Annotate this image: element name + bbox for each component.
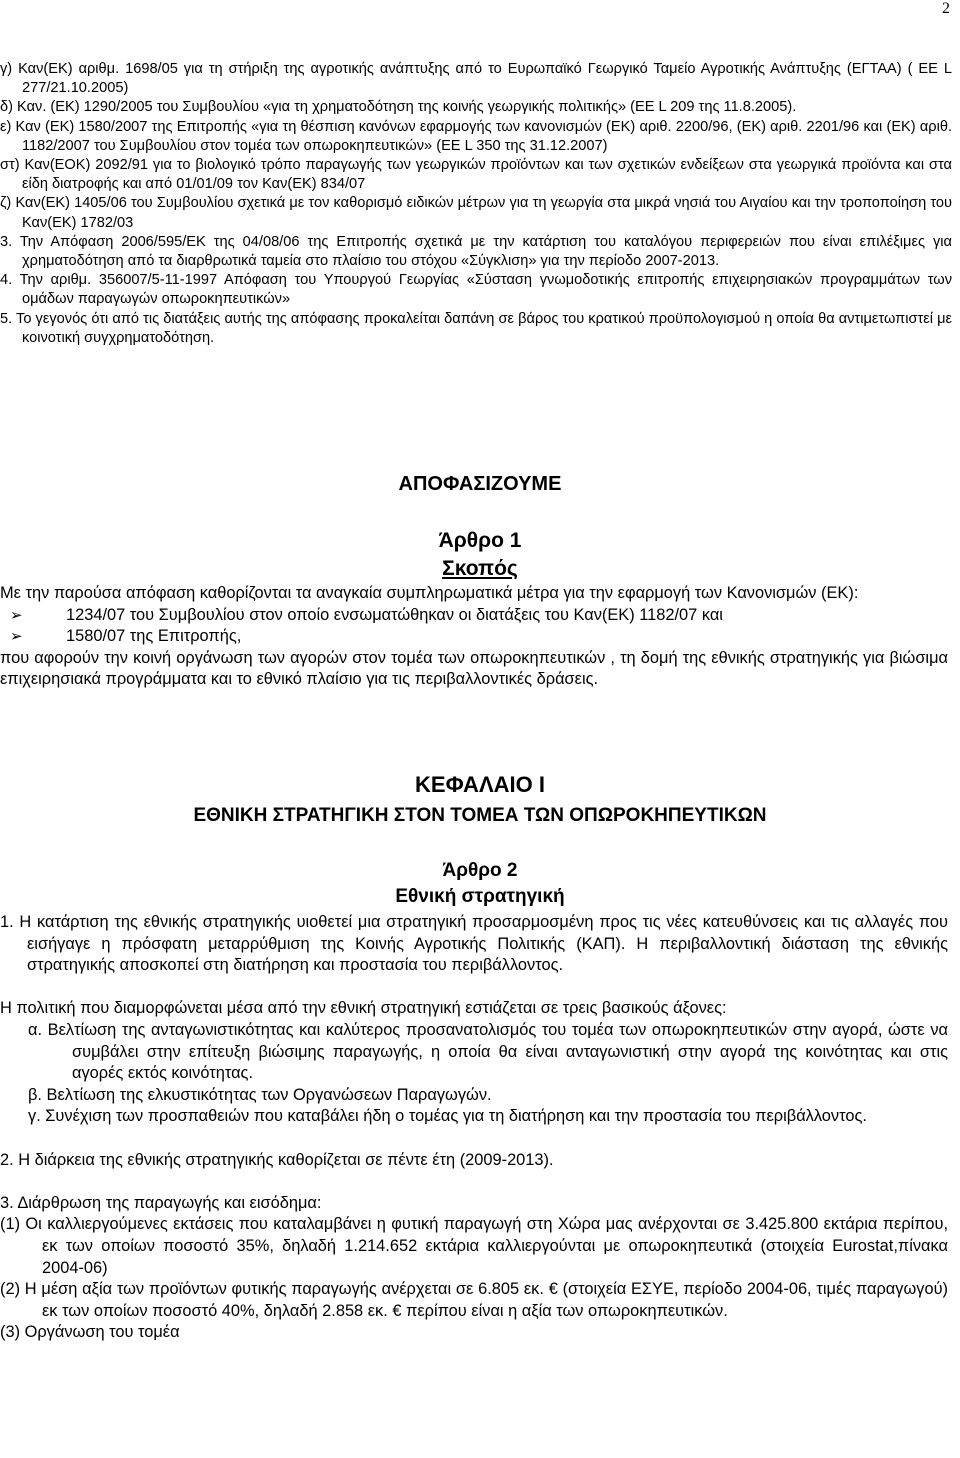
article-2-heading [0,858,960,910]
list-item: ζ) Καν(ΕΚ) 1405/06 του Συμβουλίου σχετικά με τον καθορισμό ειδικών μέτρων για τη γεωργία στα μικρά νησιά του Αιγαίου και την τροποποίηση του Καν(ΕΚ) 1782/03 [0,195,952,231]
list-item: δ) Καν. (ΕΚ) 1290/2005 του Συμβουλίου «για τη χρηματοδότηση της κοινής γεωργικής πολιτικής» (ΕΕ L 209 της 11.8.2005). [0,99,797,116]
list-item: 5. Το γεγονός ότι από τις διατάξεις αυτής της απόφασης προκαλείται δαπάνη σε βάρος του κρατικού προϋπολογισμού η οποία θα αντιμετωπιστεί με κοινοτική συγχρηματοδότηση. [0,310,952,346]
decision-heading: ΑΠΟΦΑΣΙΖΟΥΜΕ [398,473,562,495]
article-1-heading [0,527,960,583]
axes-intro: Η πολιτική που διαμορφώνεται μέσα από την εθνική στρατηγική εστιάζεται σε τρεις βασικούς άξονες: [0,999,727,1018]
list-item: α. Βελτίωση της ανταγωνιστικότητας και καλύτερος προσανατολισμός του τομέα των οπωροκηπευτικών στην αγορά, ώστε να συμβάλει στην επίτευξη βιώσιμης παραγωγής, η οποία θα είναι ανταγωνιστική στην αγορά της κοινότητας και στις αγορές εκτός κοινότητας. [28,1020,948,1083]
list-item: (2) Η μέση αξία των προϊόντων φυτικής παραγωγής ανέρχεται σε 6.805 εκ. € (στοιχεία ΕΣΥΕ, περίοδο 2004-06, τιμές παραγωγού) εκ των οποίων ποσοστό 40%, δηλαδή 2.858 εκ. € περίπου είναι η αξία των οπωροκηπευτικών. [0,1280,948,1320]
list-item: (3) Οργάνωση του τομέα [0,1323,180,1342]
article-2-title: Άρθρο 2 [442,860,518,881]
list-item: γ. Συνέχιση των προσπαθειών που καταβάλει ήδη ο τομέας για τη διατήρηση και την προστασία του περιβάλλοντος. [28,1107,867,1126]
list-item: ε) Καν (ΕΚ) 1580/2007 της Επιτροπής «για τη θέσπιση κανόνων εφαρμογής των κανονισμών (ΕΚ) αριθ. 2200/96, (ΕΚ) αριθ. 2201/96 και (ΕΚ) αριθ. 1182/2007 του Συμβουλίου στον τομέα των οπωροκηπευτικών» (ΕΕ L 350 της 31.12.2007) [0,118,952,154]
article-2-paragraph-2: 2. Η διάρκεια της εθνικής στρατηγικής καθορίζεται σε πέντε έτη (2009-2013). [0,1150,554,1169]
list-item [0,605,948,627]
arrow-bullet-icon: ➢ [10,628,23,646]
chapter-title: ΚΕΦΑΛΑΙΟ Ι [415,772,545,797]
article-2-subtitle: Εθνική στρατηγική [395,886,565,907]
article-1-title: Άρθρο 1 [438,529,522,552]
chapter-subtitle: ΕΘΝΙΚΗ ΣΤΡΑΤΗΓΙΚΗ ΣΤΟΝ ΤΟΜΕΑ ΤΩΝ ΟΠΩΡΟΚΗΠΕΥΤΙΚΩΝ [193,805,767,826]
article-1-closing: που αφορούν την κοινή οργάνωση των αγορών στον τομέα των οπωροκηπευτικών , τη δομή της εθνικής στρατηγικής για βιώσιμα επιχειρησιακά προγράμματα και το εθνικό πλαίσιο για τις περιβαλλοντικές δράσεις. [0,648,948,689]
article-2-paragraph-3-title: 3. Διάρθρωση της παραγωγής και εισόδημα: [0,1193,322,1212]
bullet-text: 1234/07 του Συμβουλίου στον οποίο ενσωματώθηκαν οι διατάξεις του Καν(ΕΚ) 1182/07 και [66,605,723,624]
article-1-subtitle: Σκοπός [442,557,518,580]
list-item: (1) Οι καλλιεργούμενες εκτάσεις που καταλαμβάνει η φυτική παραγωγή στη Χώρα μας ανέρχονται σε 3.425.800 εκτάρια περίπου, εκ των οποίων ποσοστό 35%, δηλαδή 1.214.652 εκτάρια καλλιεργούνται με οπωροκηπευτικά (στοιχεία Eurostat,πίνακα 2004-06) [0,1215,948,1277]
bullet-text: 1580/07 της Επιτροπής, [66,627,242,646]
list-item: β. Βελτίωση της ελκυστικότητας των Οργανώσεων Παραγωγών. [28,1085,492,1104]
legal-basis-list [0,60,952,348]
list-item [0,626,948,648]
article-2-paragraph-1: 1. Η κατάρτιση της εθνικής στρατηγικής υιοθετεί μια στρατηγική προσαρμοσμένη προς τις νέες κατευθύνσεις και τις αλλαγές που εισήγαγε η πρόσφατη μεταρρύθμιση της Κοινής Αγροτικής Πολιτικής (ΚΑΠ). Η περιβαλλοντική διάσταση της εθνικής στρατηγικής αποσκοπεί στη διατήρηση και προστασία του περιβάλλοντος. [0,913,948,975]
article-1-intro: Με την παρούσα απόφαση καθορίζονται τα αναγκαία συμπληρωματικά μέτρα για την εφαρμογή των Κανονισμών (ΕΚ): [0,584,859,602]
page-number: 2 [942,0,950,17]
list-item: γ) Καν(ΕΚ) αριθμ. 1698/05 για τη στήριξη της αγροτικής ανάπτυξης από το Ευρωπαϊκό Γεωργικό Ταμείο Αγροτικής Ανάπτυξης (ΕΓΤΑΑ) ( ΕΕ L 277/21.10.2005) [0,61,952,97]
article-1-body [0,583,948,691]
list-item: 3. Την Απόφαση 2006/595/ΕΚ της 04/08/06 της Επιτροπής σχετικά με την κατάρτιση του καταλόγου περιφερειών που είναι επιλέξιμες για χρηματοδότηση από τα διαρθρωτικά ταμεία στο πλαίσιο του στόχου «Σύγκλιση» για την περίοδο 2007-2013. [0,233,952,270]
article-2-body [0,912,948,1344]
list-item: στ) Καν(ΕΟΚ) 2092/91 για το βιολογικό τρόπο παραγωγής των γεωργικών προϊόντων και των σχετικών ενδείξεων στα γεωργικά προϊόντα και στα είδη διατροφής και από 01/01/09 τον Καν(ΕΚ) 834/07 [0,157,952,193]
list-item: 4. Την αριθμ. 356007/5-11-1997 Απόφαση του Υπουργού Γεωργίας «Σύσταση γνωμοδοτικής επιτροπής επιχειρησιακών προγραμμάτων των ομάδων παραγωγών οπωροκηπευτικών» [0,272,952,308]
arrow-bullet-icon: ➢ [10,606,23,624]
